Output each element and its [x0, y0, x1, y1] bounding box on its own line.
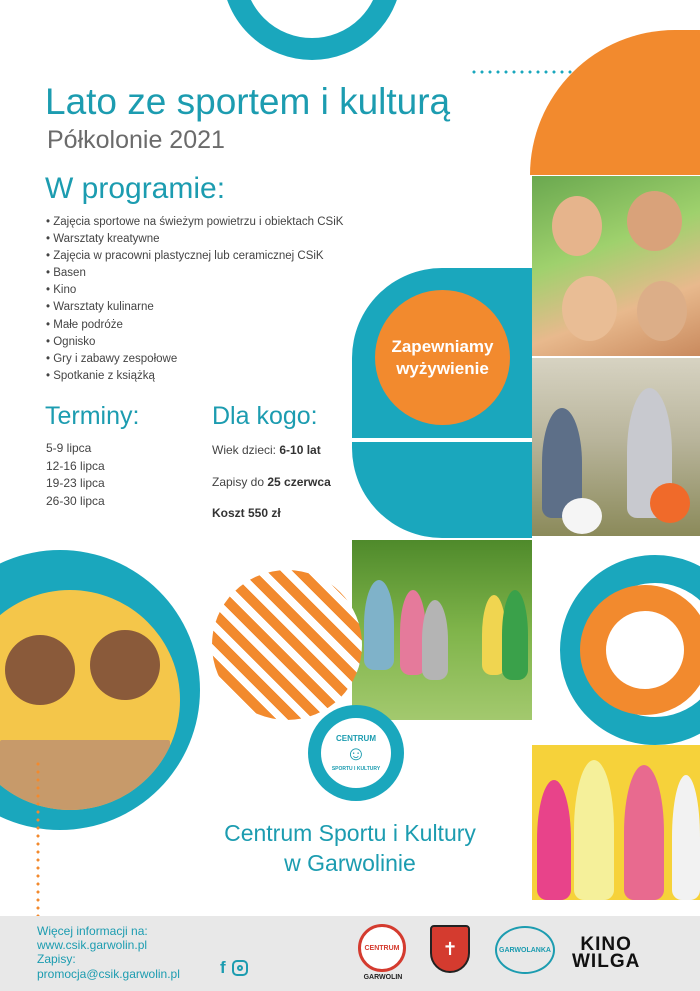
centrum-logo-badge: [308, 705, 404, 801]
right-orange-ring: [580, 585, 700, 715]
kino-logo-line2: WILGA: [572, 951, 641, 972]
signup-value: 25 czerwca: [267, 475, 331, 489]
signup-info: [212, 475, 331, 489]
cost-info: Koszt 550 zł: [212, 506, 281, 520]
centrum-logo-text: CENTRUM: [364, 944, 400, 952]
list-item: • Ognisko: [46, 334, 343, 351]
garwolanka-logo: GARWOLANKA: [495, 926, 555, 974]
website-link[interactable]: www.csik.garwolin.pl: [37, 938, 148, 953]
organizer-line2: w Garwolinie: [284, 850, 416, 876]
signup-label: Zapisy:: [37, 952, 76, 967]
dotted-line-left: [36, 760, 40, 920]
photo-children-running: [352, 540, 532, 720]
list-item: 19-23 lipca: [46, 476, 105, 490]
footer-info: [37, 924, 180, 981]
list-item: 12-16 lipca: [46, 458, 105, 473]
list-item: • Zajęcia sportowe na świeżym powietrzu i obiektach CSiK: [46, 214, 343, 231]
kino-wilga-logo: [572, 936, 640, 970]
age-info: [212, 443, 321, 457]
terms-list: [46, 440, 105, 510]
centrum-logo-caption: GARWOLIN: [363, 974, 403, 981]
photo-girls-yellow: [532, 745, 700, 900]
centrum-garwolin-logo: [358, 924, 406, 972]
signup-label: Zapisy do: [212, 475, 268, 489]
page-subtitle: Półkolonie 2021: [47, 126, 225, 154]
list-item: 26-30 lipca: [46, 493, 105, 508]
list-item: • Małe podróże: [46, 317, 343, 334]
organizer-name: [160, 818, 540, 878]
striped-circle: [212, 570, 362, 720]
orange-quarter-shape: [530, 30, 700, 175]
organizer-line1: Centrum Sportu i Kultury: [224, 820, 476, 846]
garwolin-crest-logo: ✝: [430, 925, 470, 973]
list-item: • Warsztaty kreatywne: [46, 231, 343, 248]
photo-children-bubbles: [532, 358, 700, 536]
badge-line2: wyżywienie: [396, 358, 489, 378]
list-item: • Zajęcia w pracowni plastycznej lub ceramicznej CSiK: [46, 248, 343, 265]
photo-children-circle: [532, 176, 700, 356]
top-teal-ring: [222, 0, 402, 60]
list-item: • Gry i zabawy zespołowe: [46, 351, 343, 368]
info-label: Więcej informacji na:: [37, 924, 148, 938]
centrum-logo-bottom: SPORTU I KULTURY: [331, 766, 381, 772]
theater-masks-icon: ☺: [345, 743, 367, 765]
list-item: 5-9 lipca: [46, 441, 92, 455]
program-list: [46, 214, 343, 385]
program-heading: W programie:: [45, 172, 226, 205]
list-item: • Kino: [46, 282, 343, 299]
age-label: Wiek dzieci:: [212, 443, 280, 457]
social-links: [220, 958, 248, 978]
facebook-icon[interactable]: f: [220, 958, 226, 977]
badge-line1: Zapewniamy: [391, 336, 494, 356]
list-item: • Basen: [46, 265, 343, 282]
kino-logo-line1: KINO: [580, 934, 632, 955]
instagram-icon[interactable]: [232, 960, 248, 976]
list-item: • Spotkanie z książką: [46, 368, 343, 385]
audience-heading: Dla kogo:: [212, 402, 318, 430]
terms-heading: Terminy:: [45, 402, 140, 430]
catering-badge: [375, 290, 510, 425]
centrum-logo-top: CENTRUM: [336, 734, 376, 743]
email-link[interactable]: promocja@csik.garwolin.pl: [37, 966, 180, 981]
page-title: Lato ze sportem i kulturą: [45, 81, 451, 122]
age-value: 6-10 lat: [279, 443, 321, 457]
list-item: • Warsztaty kulinarne: [46, 299, 343, 316]
